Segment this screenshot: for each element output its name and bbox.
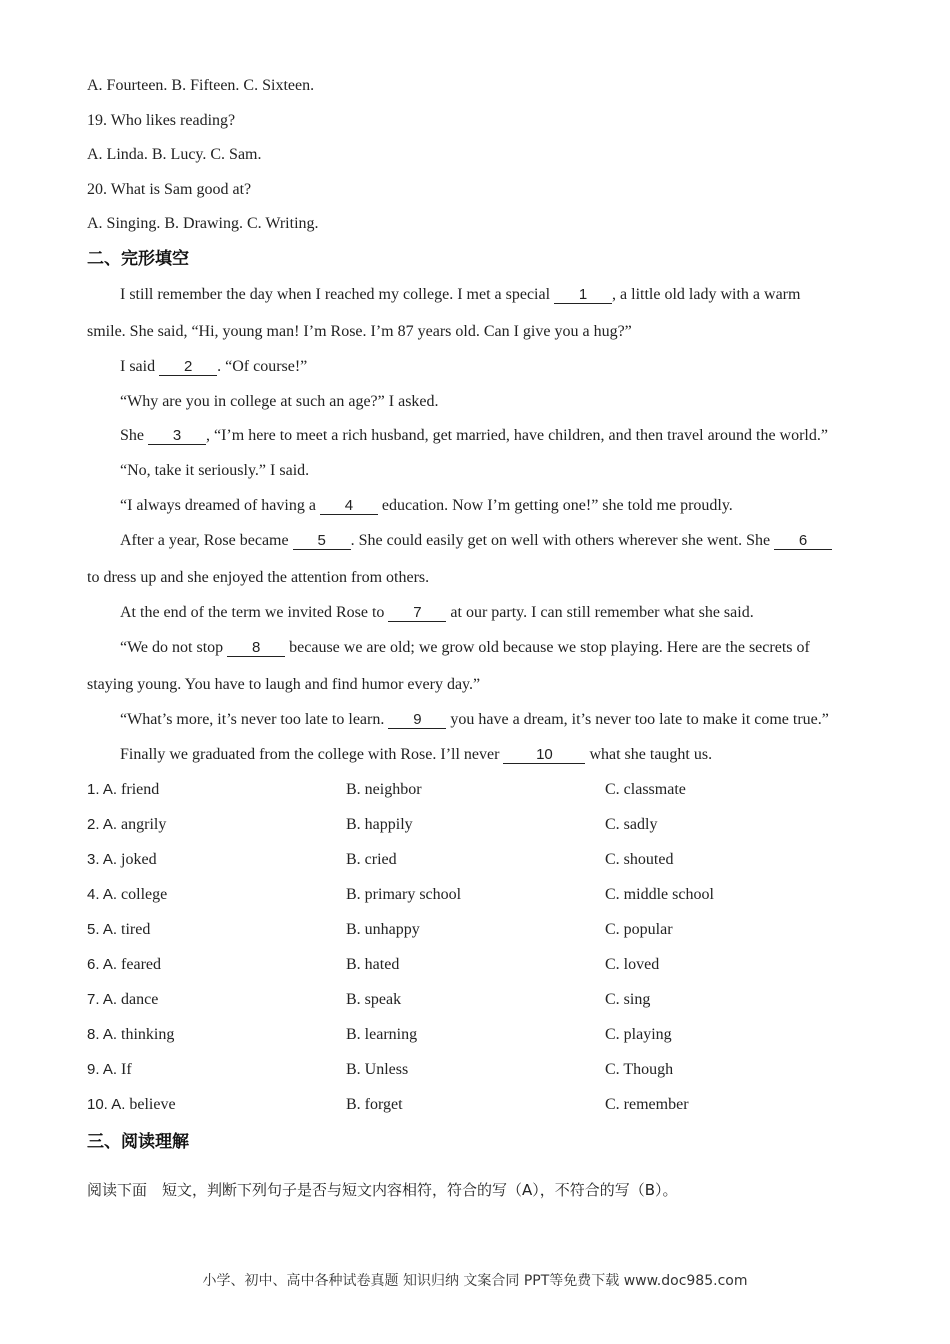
blank-5: 5 [293,532,351,550]
section-3-title: 三、阅读理解 [87,1132,189,1152]
option-c: C. Though [605,1061,674,1078]
option-a: 2. A. angrily [87,816,167,833]
passage-line: “Why are you in college at such an age?” I asked. [120,393,439,410]
option-b: B. primary school [346,886,462,903]
option-b: B. neighbor [346,781,422,798]
passage-line: “No, take it seriously.” I said. [120,462,310,479]
option-c: C. shouted [605,851,674,868]
option-c: C. sing [605,991,651,1008]
section-2-title: 二、完形填空 [87,249,189,269]
passage-line: I still remember the day when I reached my college. I met a special 1 , a little old lady with a warm [120,286,801,303]
passage-line: “What’s more, it’s never too late to learn. 9 you have a dream, it’s never too late to make it come true.” [120,711,829,728]
option-c: C. middle school [605,886,714,903]
option-b: B. Unless [346,1061,409,1078]
section-3-instruction: 阅读下面 短文，判断下列句子是否与短文内容相符，符合的写（A），不符合的写（B）。 [87,1181,678,1199]
option-c: C. sadly [605,816,658,833]
passage-line: At the end of the term we invited Rose to 7 at our party. I can still remember what she said. [120,604,754,621]
option-a: 1. A. friend [87,781,160,798]
blank-1: 1 [554,286,612,304]
page-footer: 小学、初中、高中各种试卷真题 知识归纳 文案合同 PPT等免费下载 www.doc985.com [202,1273,748,1289]
option-c: C. loved [605,956,660,973]
blank-9: 9 [388,711,446,729]
option-a: 5. A. tired [87,921,151,938]
option-c: C. popular [605,921,673,938]
option-b: B. happily [346,816,413,833]
option-b: B. hated [346,956,400,973]
passage-line: staying young. You have to laugh and find humor every day.” [87,676,481,693]
q18-options: A. Fourteen. B. Fifteen. C. Sixteen. [87,77,315,94]
option-b: B. speak [346,991,402,1008]
option-a: 9. A. If [87,1061,132,1078]
option-b: B. forget [346,1096,403,1113]
blank-3: 3 [148,427,206,445]
option-a: 4. A. college [87,886,168,903]
passage-line: I said 2 . “Of course!” [120,358,308,375]
option-a: 6. A. feared [87,956,161,973]
option-b: B. unhappy [346,921,420,938]
option-a: 3. A. joked [87,851,157,868]
blank-2: 2 [159,358,217,376]
passage-line: “I always dreamed of having a 4 education. Now I’m getting one!” she told me proudly. [120,497,733,514]
q19-question: 19. Who likes reading? [87,112,236,129]
passage-line: She 3 , “I’m here to meet a rich husband, get married, have children, and then travel around the world.” [120,427,828,444]
option-b: B. learning [346,1026,418,1043]
passage-line: Finally we graduated from the college with Rose. I’ll never 10 what she taught us. [120,746,713,763]
option-c: C. playing [605,1026,672,1043]
q19-options: A. Linda. B. Lucy. C. Sam. [87,146,262,163]
passage-line: smile. She said, “Hi, young man! I’m Rose. I’m 87 years old. Can I give you a hug?” [87,323,632,340]
blank-6: 6 [774,532,832,550]
blank-7: 7 [388,604,446,622]
option-c: C. classmate [605,781,686,798]
passage-line: “We do not stop 8 because we are old; we grow old because we stop playing. Here are the secrets of [120,639,810,656]
passage-line: After a year, Rose became 5 . She could easily get on well with others wherever she went. She 6 [120,531,832,551]
option-a: 7. A. dance [87,991,159,1008]
blank-8: 8 [227,639,285,657]
option-b: B. cried [346,851,397,868]
option-a: 10. A. believe [87,1096,176,1113]
option-c: C. remember [605,1096,689,1113]
passage-line: to dress up and she enjoyed the attention from others. [87,569,430,586]
q20-options: A. Singing. B. Drawing. C. Writing. [87,215,319,232]
blank-4: 4 [320,497,378,515]
blank-10: 10 [503,746,585,764]
q20-question: 20. What is Sam good at? [87,181,252,198]
option-a: 8. A. thinking [87,1026,175,1043]
